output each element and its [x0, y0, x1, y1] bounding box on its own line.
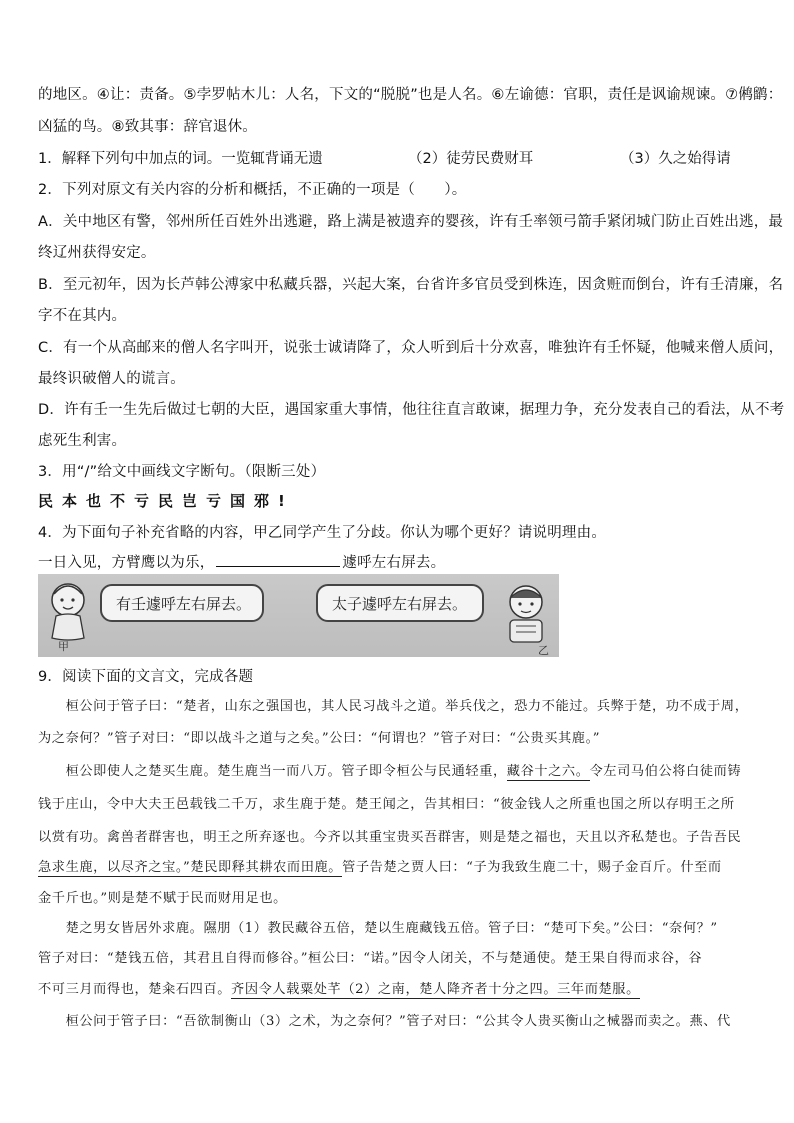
question-1-item-3: （3）久之始得请 — [620, 151, 731, 167]
question-3-stem: 3．用“/”给文中画线文字断句。（限断三处） — [38, 464, 326, 480]
underlined-text: 急求生鹿，以尽齐之宝。”楚民即释其耕农而田鹿。 — [38, 860, 343, 875]
speech-bubble-jia: 有壬遽呼左右屏去。 — [100, 584, 264, 622]
option-b-line-2: 字不在其内。 — [38, 308, 127, 324]
girl-cartoon-icon — [42, 576, 102, 656]
speech-bubble-yi: 太子遽呼左右屏去。 — [316, 584, 484, 622]
sentence-before: 一日入见，方臂鹰以为乐， — [38, 555, 215, 571]
passage-line-2: 为之奈何？”管子对曰：“即以战斗之道与之矣。”公曰：“何谓也？”管子对曰：“公贵买其鹿。” — [38, 731, 601, 746]
passage-line-9: 管子对曰：“楚钱五倍，其君且自得而修谷。”桓公曰：“诺。”因令人闭关，不与楚通使。楚王果自得而求谷，谷 — [38, 951, 703, 966]
underlined-text: 齐因令人载粟处芊（2）之南，楚人降齐者十分之四。三年而楚服。 — [231, 982, 640, 997]
footnote-line-1: 的地区。④让：责备。⑤孛罗帖木儿：人名，下文的“脱脱”也是人名。⑥左谕德：官职，责任是讽谕规谏。⑦鸺鹠： — [38, 87, 783, 103]
question-2-stem: 2．下列对原文有关内容的分析和概括，不正确的一项是（ ）。 — [38, 182, 467, 198]
passage-line-7: 金千斤也。”则是楚不赋于民而财用足也。 — [38, 891, 287, 906]
option-b-line-1: B．至元初年，因为长芦韩公溥家中私藏兵器，兴起大案，台省许多官员受到株连，因贪赃而倒台，许有壬清廉，名 — [38, 277, 784, 293]
passage-line-8: 楚之男女皆居外求鹿。隰朋（1）教民藏谷五倍，楚以生鹿藏钱五倍。管子曰：“楚可下矣。”公曰：“奈何？” — [38, 921, 718, 936]
passage-line-6 — [38, 856, 722, 875]
passage-line-4: 钱于庄山，令中大夫王邑载钱二千万，求生鹿于楚。楚王闻之，告其相曰：“彼金钱人之所重也国之所以存明王之所 — [38, 797, 735, 812]
dialogue-photo — [38, 574, 559, 657]
question-4-sentence — [38, 551, 445, 572]
question-9-stem: 9．阅读下面的文言文，完成各题 — [38, 669, 254, 685]
question-4-stem: 4．为下面句子补充省略的内容，甲乙同学产生了分歧。你认为哪个更好？请说明理由。 — [38, 525, 607, 541]
option-d-line-1: D．许有壬一生先后做过七朝的大臣，遇国家重大事情，他往往直言敢谏，据理力争，充分发表自己的看法，从不考 — [38, 402, 785, 418]
label-yi: 乙 — [538, 644, 549, 657]
passage-line-3 — [38, 760, 741, 779]
question-3-text: 民本也不亏民岂亏国邪! — [38, 492, 294, 510]
passage-text: 令左司马伯公将白徒而铸 — [589, 764, 742, 779]
answer-blank[interactable] — [216, 551, 340, 567]
option-d-line-2: 虑死生利害。 — [38, 433, 127, 449]
passage-line-5: 以赏有功。禽兽者群害也，明王之所弃逐也。今齐以其重宝贵买吾群害，则是楚之福也，天且以齐私楚也。子告吾民 — [38, 830, 742, 845]
footnote-line-2: 凶猛的鸟。⑧致其事：辞官退休。 — [38, 119, 257, 135]
question-1-stem: 1．解释下列句中加点的词。一览辄背诵无遗 — [38, 151, 323, 167]
sentence-after: 遽呼左右屏去。 — [342, 555, 446, 571]
passage-line-10 — [38, 978, 640, 997]
option-c-line-1: C．有一个从高邮来的僧人名字叫开，说张士诚请降了，众人听到后十分欢喜，唯独许有壬怀疑，他喊来僧人质问， — [38, 340, 784, 356]
option-a-line-1: A．关中地区有警，邻州所任百姓外出逃避，路上满是被遗弃的婴孩，许有壬率领弓箭手紧闭城门防止百姓出逃，最 — [38, 214, 784, 230]
label-jia: 甲 — [58, 640, 69, 653]
passage-line-1: 桓公问于管子曰：“楚者，山东之强国也，其人民习战斗之道。举兵伐之，恐力不能过。兵弊于楚，功不成于周， — [38, 699, 749, 714]
passage-text: 桓公即使人之楚买生鹿。楚生鹿当一而八万。管子即令桓公与民通轻重， — [38, 764, 507, 779]
underlined-text: 藏谷十之六。 — [506, 764, 590, 779]
passage-text: 不可三月而得也，楚籴石四百。 — [38, 982, 232, 997]
passage-text: 管子告楚之贾人曰：“子为我致生鹿二十，赐子金百斤。什至而 — [342, 860, 722, 875]
passage-line-11: 桓公问于管子曰：“吾欲制衡山（3）之术，为之奈何？”管子对曰：“公其令人贵买衡山之械器而卖之。燕、代 — [38, 1014, 731, 1029]
option-c-line-2: 最终识破僧人的谎言。 — [38, 371, 185, 387]
question-1-item-2: （2）徒劳民费财耳 — [408, 151, 534, 167]
option-a-line-2: 终辽州获得安定。 — [38, 245, 156, 261]
